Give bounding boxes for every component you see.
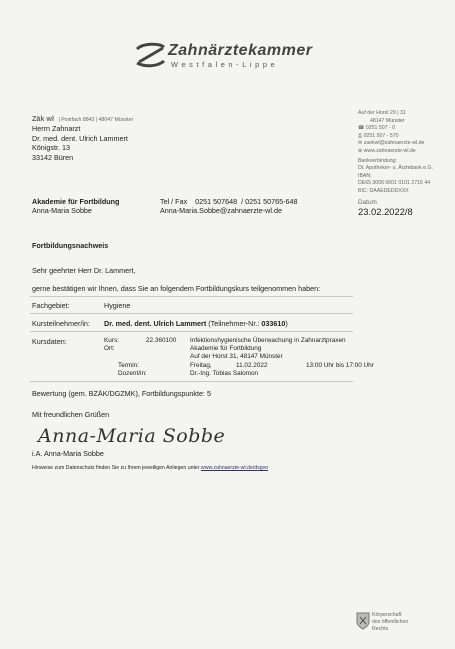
- footer-line: Körperschaft: [372, 612, 402, 618]
- coat-of-arms-icon: [356, 612, 370, 630]
- course-title: Infektionshygienische Überwachung in Zahnarztpraxen: [190, 337, 346, 344]
- footer-line: Rechts: [372, 626, 389, 633]
- department-name: Akademie für Fortbildung: [32, 197, 120, 206]
- signatory: i.A. Anna-Maria Sobbe: [32, 449, 104, 458]
- recipient-line: Dr. med. dent. Ulrich Lammert: [32, 133, 128, 143]
- participant-number-suffix: ): [285, 319, 288, 328]
- fax-number: 0251 507 - 570: [363, 132, 399, 139]
- subject: Fortbildungsnachweis: [32, 241, 109, 250]
- termin-date: 11.02.2022: [236, 362, 268, 369]
- date-label: Datum: [358, 199, 377, 206]
- logo-subtitle: Westfalen-Lippe: [171, 60, 279, 69]
- iban-label: IBAN:: [358, 172, 372, 179]
- divider: [30, 331, 353, 332]
- field-value: Hygiene: [104, 301, 131, 310]
- course-details: [190, 337, 346, 360]
- contact-block: [358, 110, 433, 196]
- email-icon: ✉: [358, 140, 364, 147]
- dozent-name: Dr.-Ing. Tobias Salomon: [190, 370, 259, 377]
- department-contact: Anna-Maria Sobbe: [32, 205, 92, 215]
- course-address: Auf der Horst 31, 48147 Münster: [190, 352, 283, 360]
- department-tel-fax: Tel / Fax 0251 507648 / 0251 50765-648: [160, 197, 298, 206]
- bank-name: Dt. Apotheker- u. Ärztebank e.G.: [358, 165, 433, 172]
- participant-value: [104, 319, 288, 328]
- termin-labels: [118, 362, 147, 379]
- course-location: Akademie für Fortbildung: [190, 344, 262, 352]
- privacy-note: [32, 465, 268, 471]
- divider: [30, 296, 353, 297]
- phone-icon: ☎: [358, 125, 366, 132]
- divider: [30, 381, 353, 382]
- fax-icon: ⎙: [358, 132, 364, 139]
- recipient-line: 33142 Büren: [32, 152, 74, 162]
- contact-web: www.zahnaerzte-wl.de: [363, 147, 416, 154]
- dozent-label: Dozent/in:: [118, 370, 147, 378]
- web-icon: ⊕: [358, 147, 364, 154]
- recipient-address: [32, 124, 128, 162]
- participant-name: Dr. med. dent. Ulrich Lammert: [104, 319, 207, 328]
- iban-value: DE65 3006 0601 0101 2716 44: [358, 180, 431, 187]
- signature: Anna-Maria Sobbe: [38, 425, 226, 447]
- course-labels: [104, 337, 119, 353]
- privacy-text: Hinweise zum Datenschutz finden Sie zu Ihrem jeweiligen Anliegen unter: [32, 465, 201, 471]
- bank-label: Bankverbindung:: [358, 157, 397, 164]
- participant-number: 033610: [261, 319, 286, 328]
- kurs-label: Kurs:: [104, 337, 119, 344]
- termin-weekday: Freitag,: [190, 362, 212, 369]
- privacy-link[interactable]: www.zahnaerzte-wl.de/dsgvo: [200, 465, 269, 471]
- closing: Mit freundlichen Grüßen: [32, 410, 110, 419]
- sender-address: | Postfach 8843 | 48047 Münster: [58, 117, 134, 123]
- contact-email: zaekwl@zahnaerzte-wl.de: [363, 140, 425, 147]
- intro-text: gerne bestätigen wir Ihnen, dass Sie an folgendem Fortbildungskurs teilgenommen haben:: [32, 284, 321, 293]
- department-contact-block: [160, 198, 297, 215]
- phone-number: 0251 507 - 0: [365, 125, 396, 132]
- address-line: 48147 Münster: [370, 117, 405, 124]
- address-line: Auf der Horst 29 | 31: [358, 110, 406, 116]
- logo-icon: [133, 42, 167, 68]
- field-label: Fachgebiet:: [32, 301, 70, 310]
- footer-text: [372, 612, 408, 634]
- participant-label: Kursteilnehmer/in:: [32, 319, 90, 328]
- course-label: Kursdaten:: [32, 337, 67, 346]
- rating: Bewertung (gem. BZÄK/DGZMK), Fortbildungspunkte: 5: [32, 389, 211, 398]
- salutation: Sehr geehrter Herr Dr. Lammert,: [32, 266, 136, 275]
- logo-name: Zahnärztekammer: [168, 42, 313, 59]
- department-email: Anna-Maria.Sobbe@zahnaerzte-wl.de: [160, 205, 282, 215]
- department-block: [32, 198, 119, 215]
- recipient-line: Herrn Zahnarzt: [32, 124, 81, 133]
- divider: [30, 313, 353, 314]
- participant-number-prefix: (Teilnehmer-Nr.:: [206, 319, 262, 328]
- date-value: 23.02.2022/8: [358, 206, 413, 217]
- termin-time: 13:00 Uhr bis 17:00 Uhr: [306, 362, 374, 369]
- sender-short: Zäk wl: [32, 114, 54, 123]
- date-block: [358, 199, 413, 217]
- recipient-line: Königstr. 13: [32, 143, 70, 152]
- ort-label: Ort:: [104, 344, 115, 352]
- termin-label: Termin:: [118, 362, 139, 369]
- kurs-number: 22.360100: [146, 337, 177, 344]
- footer-line: des öffentlichen: [372, 619, 409, 626]
- bic: BIC: DAAEDEDDXXX: [358, 187, 409, 194]
